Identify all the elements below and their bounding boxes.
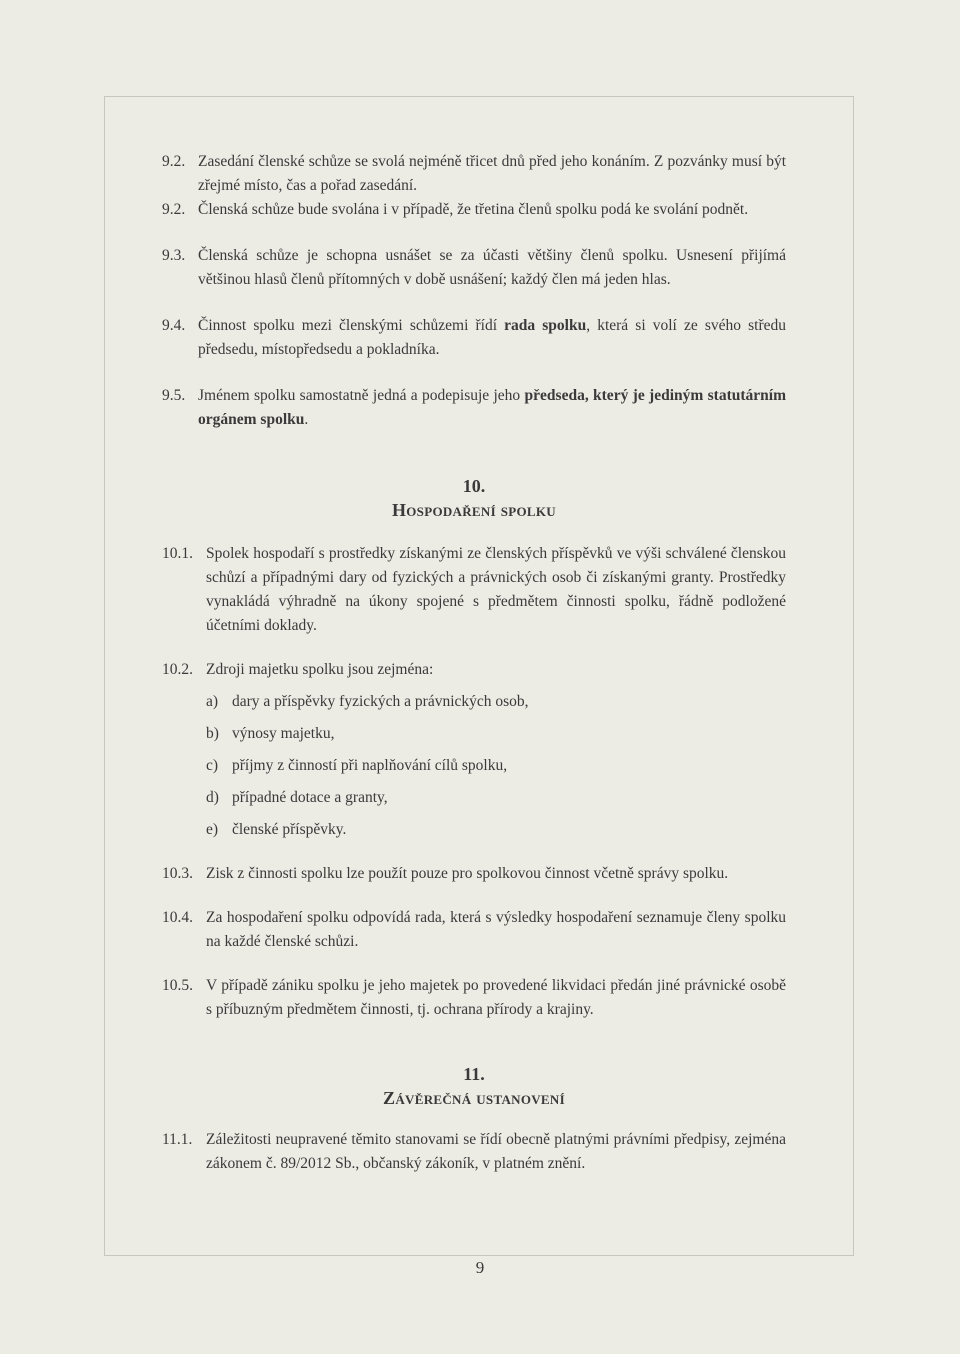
section-9-2-first [162, 150, 786, 198]
section-9-3 [162, 244, 786, 292]
section-10-2 [162, 658, 786, 842]
list-item [206, 818, 786, 842]
text-run: Činnost spolku mezi členskými schůzemi řídí [198, 317, 505, 334]
document-body [162, 150, 786, 1176]
section-number: 9.5. [162, 387, 186, 404]
list-item [206, 754, 786, 778]
list-text: dary a příspěvky fyzických a právnických osob, [232, 693, 529, 710]
list-marker: e) [206, 821, 219, 838]
section-number: 9.3. [162, 247, 186, 264]
page-number: 9 [475, 1258, 485, 1277]
list-item [206, 786, 786, 810]
text-run: Jménem spolku samostatně jedná a podepisuje jeho [198, 387, 525, 404]
section-number: 10.3. [162, 865, 193, 882]
chapter-11-heading [162, 1062, 786, 1110]
list-marker: d) [206, 789, 219, 806]
section-number: 9.2. [162, 153, 186, 170]
section-text: Zasedání členské schůze se svolá nejméně třicet dnů před jeho konáním. Z pozvánky musí být zřejmé místo, čas a pořad zasedání. [198, 153, 786, 194]
section-number: 10.1. [162, 545, 193, 562]
list-item [206, 690, 786, 714]
section-number: 10.2. [162, 661, 193, 678]
list-text: členské příspěvky. [232, 821, 347, 838]
text-run: , která si volí ze svého středu předsedu, místopředsedu a pokladníka. [198, 317, 786, 358]
text-run: . [304, 411, 309, 428]
resource-list [206, 690, 786, 842]
chapter-number: 11. [463, 1064, 485, 1084]
section-11-1 [162, 1128, 786, 1176]
section-10-5 [162, 974, 786, 1022]
section-intro: Zdroji majetku spolku jsou zejména: [206, 661, 434, 678]
section-number: 11.1. [162, 1131, 193, 1148]
section-text [198, 384, 786, 432]
list-marker: b) [206, 725, 219, 742]
section-number: 10.4. [162, 909, 193, 926]
section-number: 9.2. [162, 201, 186, 218]
bold-term: rada spolku [504, 317, 587, 334]
list-text: výnosy majetku, [232, 725, 335, 742]
section-9-2-second [162, 198, 786, 222]
section-text: Za hospodaření spolku odpovídá rada, která s výsledky hospodaření seznamuje členy spolku na každé členské schůzi. [206, 909, 786, 950]
section-text: Spolek hospodaří s prostředky získanými ze členských příspěvků ve výši schválené členskou schůzí a případnými dary od fyzických a právnických osob či získanými granty. Prostředky vynakládá výhradně na úkony spojené s předmětem činnosti spolku, řádně podložené účetními doklady. [206, 545, 786, 634]
section-text: Záležitosti neupravené těmito stanovami se řídí obecně platnými právními předpisy, zejména zákonem č. 89/2012 Sb., občanský zákoník, v platném znění. [206, 1131, 786, 1172]
section-text: V případě zániku spolku je jeho majetek po provedené likvidaci předán jiné právnické osobě s příbuzným předmětem činnosti, tj. ochrana přírody a krajiny. [206, 977, 786, 1018]
section-text: Členská schůze bude svolána i v případě, že třetina členů spolku podá ke svolání podnět. [198, 201, 749, 218]
chapter-title: Hospodaření spolku [391, 500, 557, 520]
section-number: 10.5. [162, 977, 193, 994]
list-text: příjmy z činností při naplňování cílů spolku, [232, 757, 508, 774]
section-text [198, 314, 786, 362]
section-10-1 [162, 542, 786, 638]
chapter-title: Závěrečná ustanovení [383, 1088, 565, 1108]
bold-term: předseda, který je jediným statutárním orgánem spolku [198, 387, 786, 428]
section-9-5 [162, 384, 786, 432]
list-marker: c) [206, 757, 219, 774]
list-text: případné dotace a granty, [232, 789, 388, 806]
section-text: Členská schůze je schopna usnášet se za účasti většiny členů spolku. Usnesení přijímá většinou hlasů členů přítomných v době usnášení; každý člen má jeden hlas. [198, 247, 786, 288]
list-item [206, 722, 786, 746]
section-text [206, 658, 786, 842]
section-text: Zisk z činnosti spolku lze použít pouze pro spolkovou činnost včetně správy spolku. [206, 865, 729, 882]
section-10-3 [162, 862, 786, 886]
section-number: 9.4. [162, 317, 186, 334]
chapter-10-heading [162, 474, 786, 522]
section-10-4 [162, 906, 786, 954]
list-marker: a) [206, 693, 219, 710]
section-9-4 [162, 314, 786, 362]
chapter-number: 10. [462, 476, 486, 496]
